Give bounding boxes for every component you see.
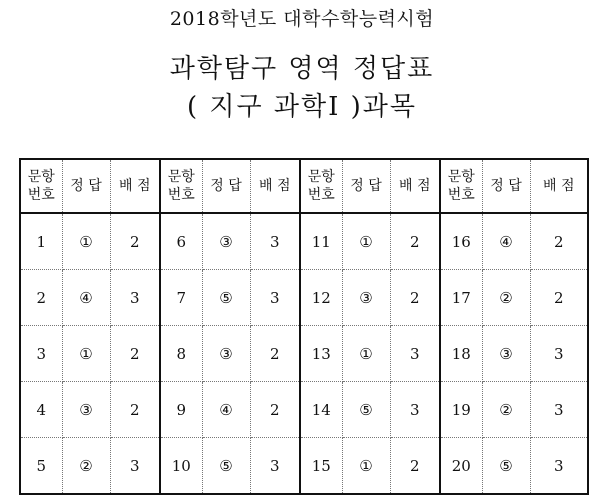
- header-answer: 정 답: [482, 159, 530, 213]
- subject-title: ( 지구 과학Ⅰ )과목: [186, 92, 418, 122]
- question-number: 7: [160, 270, 202, 326]
- answer-cell: ⑤: [342, 382, 390, 438]
- points-cell: 2: [250, 382, 300, 438]
- header-answer: 정 답: [342, 159, 390, 213]
- question-number: 8: [160, 326, 202, 382]
- answer-cell: ①: [342, 326, 390, 382]
- answer-cell: ④: [62, 270, 110, 326]
- points-cell: 2: [110, 213, 160, 270]
- answer-cell: ⑤: [202, 438, 250, 495]
- question-number: 1: [20, 213, 62, 270]
- points-cell: 2: [110, 326, 160, 382]
- question-number: 20: [440, 438, 482, 495]
- question-number: 17: [440, 270, 482, 326]
- header-number: 문항 번호: [160, 159, 202, 213]
- answer-cell: ②: [62, 438, 110, 495]
- answer-cell: ③: [482, 326, 530, 382]
- header-points: 배 점: [390, 159, 440, 213]
- points-cell: 3: [110, 270, 160, 326]
- points-cell: 2: [390, 438, 440, 495]
- table-row: [20, 438, 588, 495]
- points-cell: 3: [110, 438, 160, 495]
- question-number: 19: [440, 382, 482, 438]
- header-row: [20, 159, 588, 213]
- answer-cell: ④: [482, 213, 530, 270]
- points-cell: 2: [530, 270, 588, 326]
- points-cell: 3: [530, 382, 588, 438]
- points-cell: 2: [390, 213, 440, 270]
- answer-cell: ③: [62, 382, 110, 438]
- answer-cell: ①: [62, 213, 110, 270]
- points-cell: 3: [250, 213, 300, 270]
- question-number: 5: [20, 438, 62, 495]
- sheet-title: 과학탐구 영역 정답표: [169, 54, 435, 84]
- answer-cell: ④: [202, 382, 250, 438]
- answer-cell: ①: [62, 326, 110, 382]
- table-row: [20, 213, 588, 270]
- question-number: 2: [20, 270, 62, 326]
- points-cell: 3: [553, 456, 564, 475]
- answer-cell: ③: [202, 213, 250, 270]
- question-number: 13: [300, 326, 342, 382]
- question-number: 11: [300, 213, 342, 270]
- points-cell: 3: [390, 326, 440, 382]
- points-cell: 2: [110, 382, 160, 438]
- question-number: 12: [300, 270, 342, 326]
- answer-cell: ①: [342, 213, 390, 270]
- answer-cell: ③: [202, 326, 250, 382]
- question-number: 18: [440, 326, 482, 382]
- table-row: [20, 326, 588, 382]
- points-cell: 2: [390, 270, 440, 326]
- question-number: 6: [160, 213, 202, 270]
- header-answer: 정 답: [62, 159, 110, 213]
- header-answer: 정 답: [202, 159, 250, 213]
- question-number: 3: [20, 326, 62, 382]
- answer-cell: ②: [482, 270, 530, 326]
- points-cell: 3: [390, 382, 440, 438]
- header-number: 문항 번호: [20, 159, 62, 213]
- answer-cell: ⑤: [482, 438, 530, 495]
- header-points: 배 점: [110, 159, 160, 213]
- question-number: 10: [160, 438, 202, 495]
- table-row: [20, 382, 588, 438]
- points-cell: 3: [250, 438, 300, 495]
- header-points: 배 점: [530, 159, 588, 213]
- answer-cell: ③: [342, 270, 390, 326]
- answer-cell: ①: [342, 438, 390, 495]
- points-cell: 3: [250, 270, 300, 326]
- question-number: 14: [300, 382, 342, 438]
- header-number: 문항 번호: [440, 159, 482, 213]
- table-row: [20, 270, 588, 326]
- header-number: 문항 번호: [300, 159, 342, 213]
- question-number: 4: [20, 382, 62, 438]
- question-number: 16: [440, 213, 482, 270]
- points-cell: 3: [530, 326, 588, 382]
- exam-title: 2018학년도 대학수학능력시험: [169, 8, 435, 30]
- question-number: 9: [160, 382, 202, 438]
- question-number: 15: [300, 438, 342, 495]
- answer-cell: ⑤: [202, 270, 250, 326]
- header-points: 배 점: [250, 159, 300, 213]
- answer-key-table: [19, 158, 589, 495]
- answer-cell: ②: [482, 382, 530, 438]
- points-cell: 2: [250, 326, 300, 382]
- points-cell: 2: [530, 213, 588, 270]
